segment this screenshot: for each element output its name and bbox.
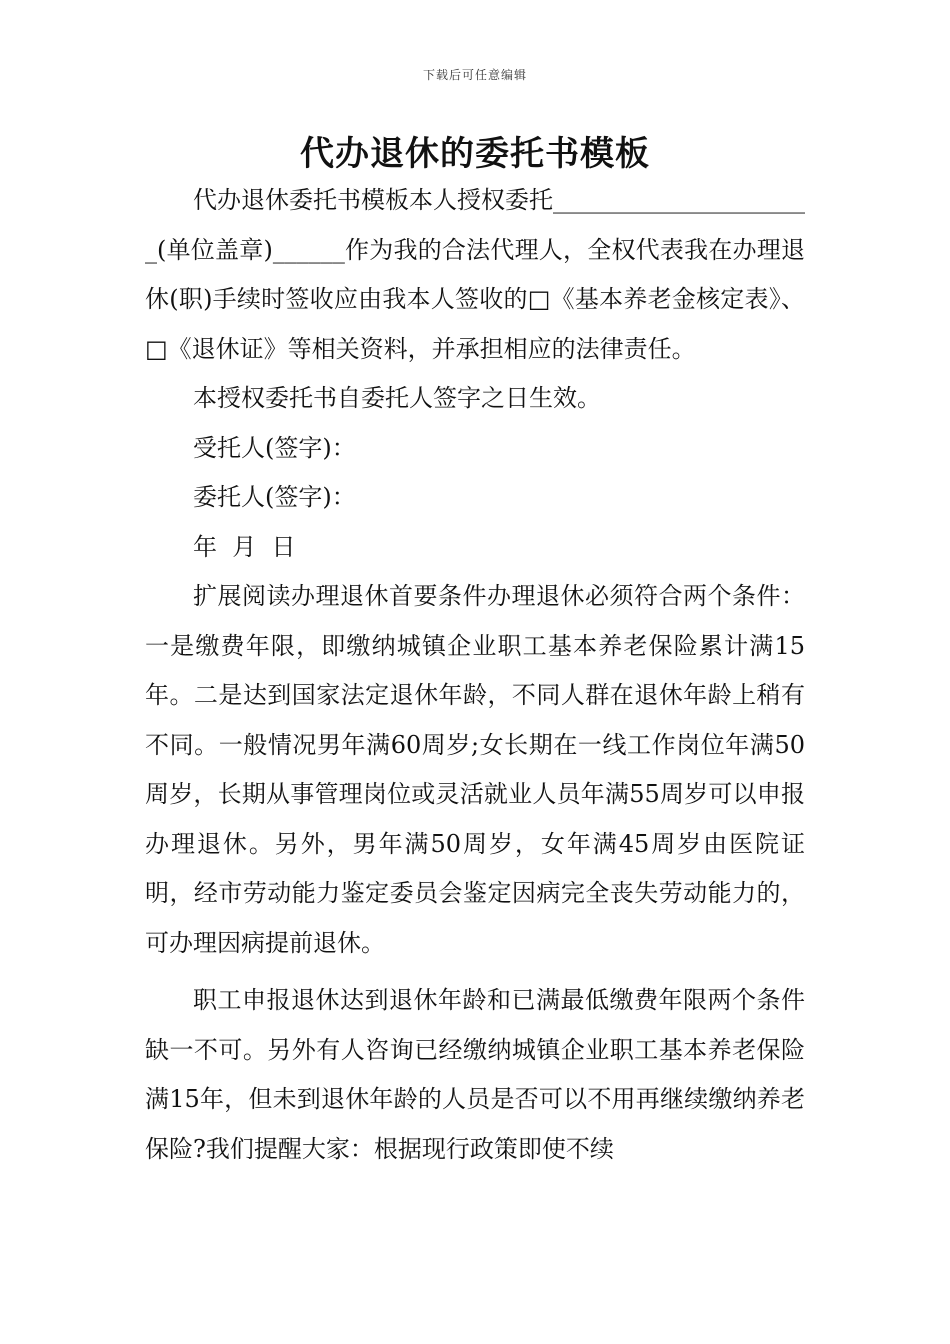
document-title: 代办退休的委托书模板 xyxy=(300,134,650,174)
document-body xyxy=(145,176,805,1174)
paragraph-principal-signature: 委托人(签字)： xyxy=(193,483,356,511)
paragraph-extended-reading: 扩展阅读办理退休首要条件办理退休必须符合两个条件：一是缴费年限，即缴纳城镇企业职工基本养老保险累计满15年。二是达到国家法定退休年龄，不同人群在退休年龄上稍有不同。一般情况男年满60周岁;女长期在一线工作岗位年满50周岁，长期从事管理岗位或灵活就业人员年满55周岁可以申报办理退休。另外，男年满50周岁，女年满45周岁由医院证明，经市劳动能力鉴定委员会鉴定因病完全丧失劳动能力的，可办理因病提前退休。 xyxy=(145,582,805,957)
paragraph-date: 年 月 日 xyxy=(193,532,296,561)
header-note: 下载后可任意编辑 xyxy=(422,68,527,82)
paragraph-effective: 本授权委托书自委托人签字之日生效。 xyxy=(193,384,601,412)
paragraph-authorization: 代办退休委托书模板本人授权委托______________________(单位盖章)______作为我的合法代理人，全权代表我在办理退休(职)手续时签收应由我本人签收的□《基本养老金核定表》、□《退休证》等相关资料，并承担相应的法律责任。 xyxy=(145,186,805,363)
paragraph-conditions: 职工申报退休达到退休年龄和已满最低缴费年限两个条件缺一不可。另外有人咨询已经缴纳城镇企业职工基本养老保险满15年，但未到退休年龄的人员是否可以不用再继续缴纳养老保险?我们提醒大家：根据现行政策即使不续 xyxy=(145,986,805,1163)
paragraph-trustee-signature: 受托人(签字)： xyxy=(193,433,356,462)
